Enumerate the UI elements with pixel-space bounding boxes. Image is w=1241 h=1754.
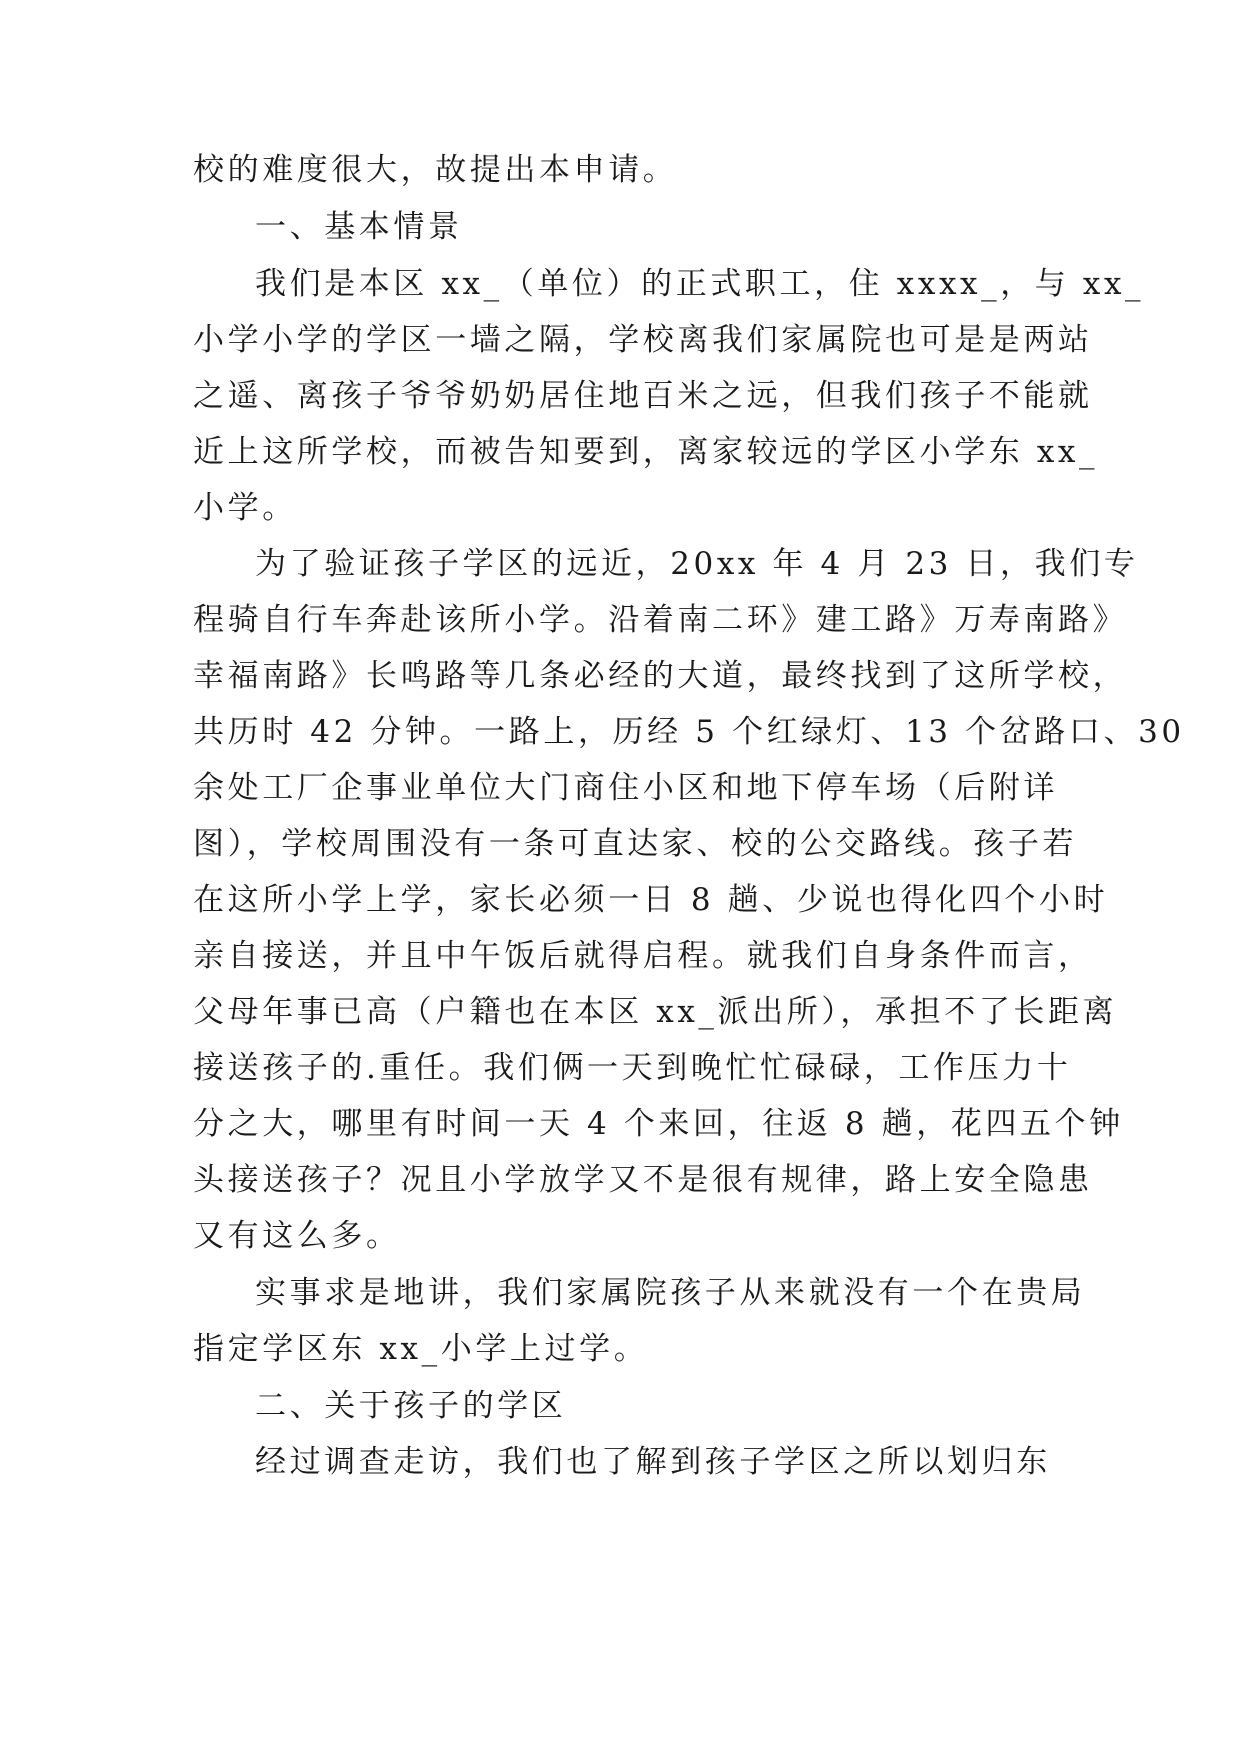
text-line-4: 小学小学的学区一墙之隔，学校离我们家属院也可是是两站 [193, 322, 1093, 358]
text-line-18: 分之大，哪里有时间一天 4 个来回，往返 8 趟，花四五个钟 [193, 1106, 1124, 1142]
text-line-8: 为了验证孩子学区的远近，20xx 年 4 月 23 日，我们专 [255, 546, 1139, 582]
text-line-20: 又有这么多。 [193, 1218, 401, 1254]
text-line-1: 校的难度很大，故提出本申请。 [193, 152, 678, 188]
text-line-13: 图），学校周围没有一条可直达家、校的公交路线。孩子若 [193, 826, 1078, 862]
text-line-6: 近上这所学校，而被告知要到，离家较远的学区小学东 xx_ [193, 434, 1099, 470]
text-line-14: 在这所小学上学，家长必须一日 8 趟、少说也得化四个小时 [193, 882, 1109, 918]
text-line-15: 亲自接送，并且中午饭后就得启程。就我们自身条件而言， [193, 938, 1093, 974]
text-line-24: 经过调查走访，我们也了解到孩子学区之所以划归东 [255, 1444, 1051, 1480]
section-heading-school-district: 二、关于孩子的学区 [255, 1388, 567, 1424]
text-line-3: 我们是本区 xx_（单位）的正式职工，住 xxxx_，与 xx_ [255, 266, 1145, 302]
text-line-7: 小学。 [193, 490, 297, 526]
text-line-22: 指定学区东 xx_小学上过学。 [193, 1331, 649, 1367]
text-line-9: 程骑自行车奔赴该所小学。沿着南二环》建工路》万寿南路》 [193, 602, 1128, 638]
text-line-10: 幸福南路》长鸣路等几条必经的大道，最终找到了这所学校， [193, 658, 1128, 694]
text-line-19: 头接送孩子？况且小学放学又不是很有规律，路上安全隐患 [193, 1162, 1093, 1198]
text-line-16: 父母年事已高（户籍也在本区 xx_派出所），承担不了长距离 [193, 994, 1118, 1030]
text-line-21: 实事求是地讲，我们家属院孩子从来就没有一个在贵局 [255, 1275, 1086, 1311]
text-line-12: 余处工厂企事业单位大门商住小区和地下停车场（后附详 [193, 770, 1058, 806]
text-line-5: 之遥、离孩子爷爷奶奶居住地百米之远，但我们孩子不能就 [193, 378, 1093, 414]
text-line-11: 共历时 42 分钟。一路上，历经 5 个红绿灯、13 个岔路口、30 [193, 714, 1185, 750]
text-line-17: 接送孩子的.重任。我们俩一天到晚忙忙碌碌，工作压力十 [193, 1050, 1072, 1086]
section-heading-basic-situation: 一、基本情景 [255, 209, 463, 245]
